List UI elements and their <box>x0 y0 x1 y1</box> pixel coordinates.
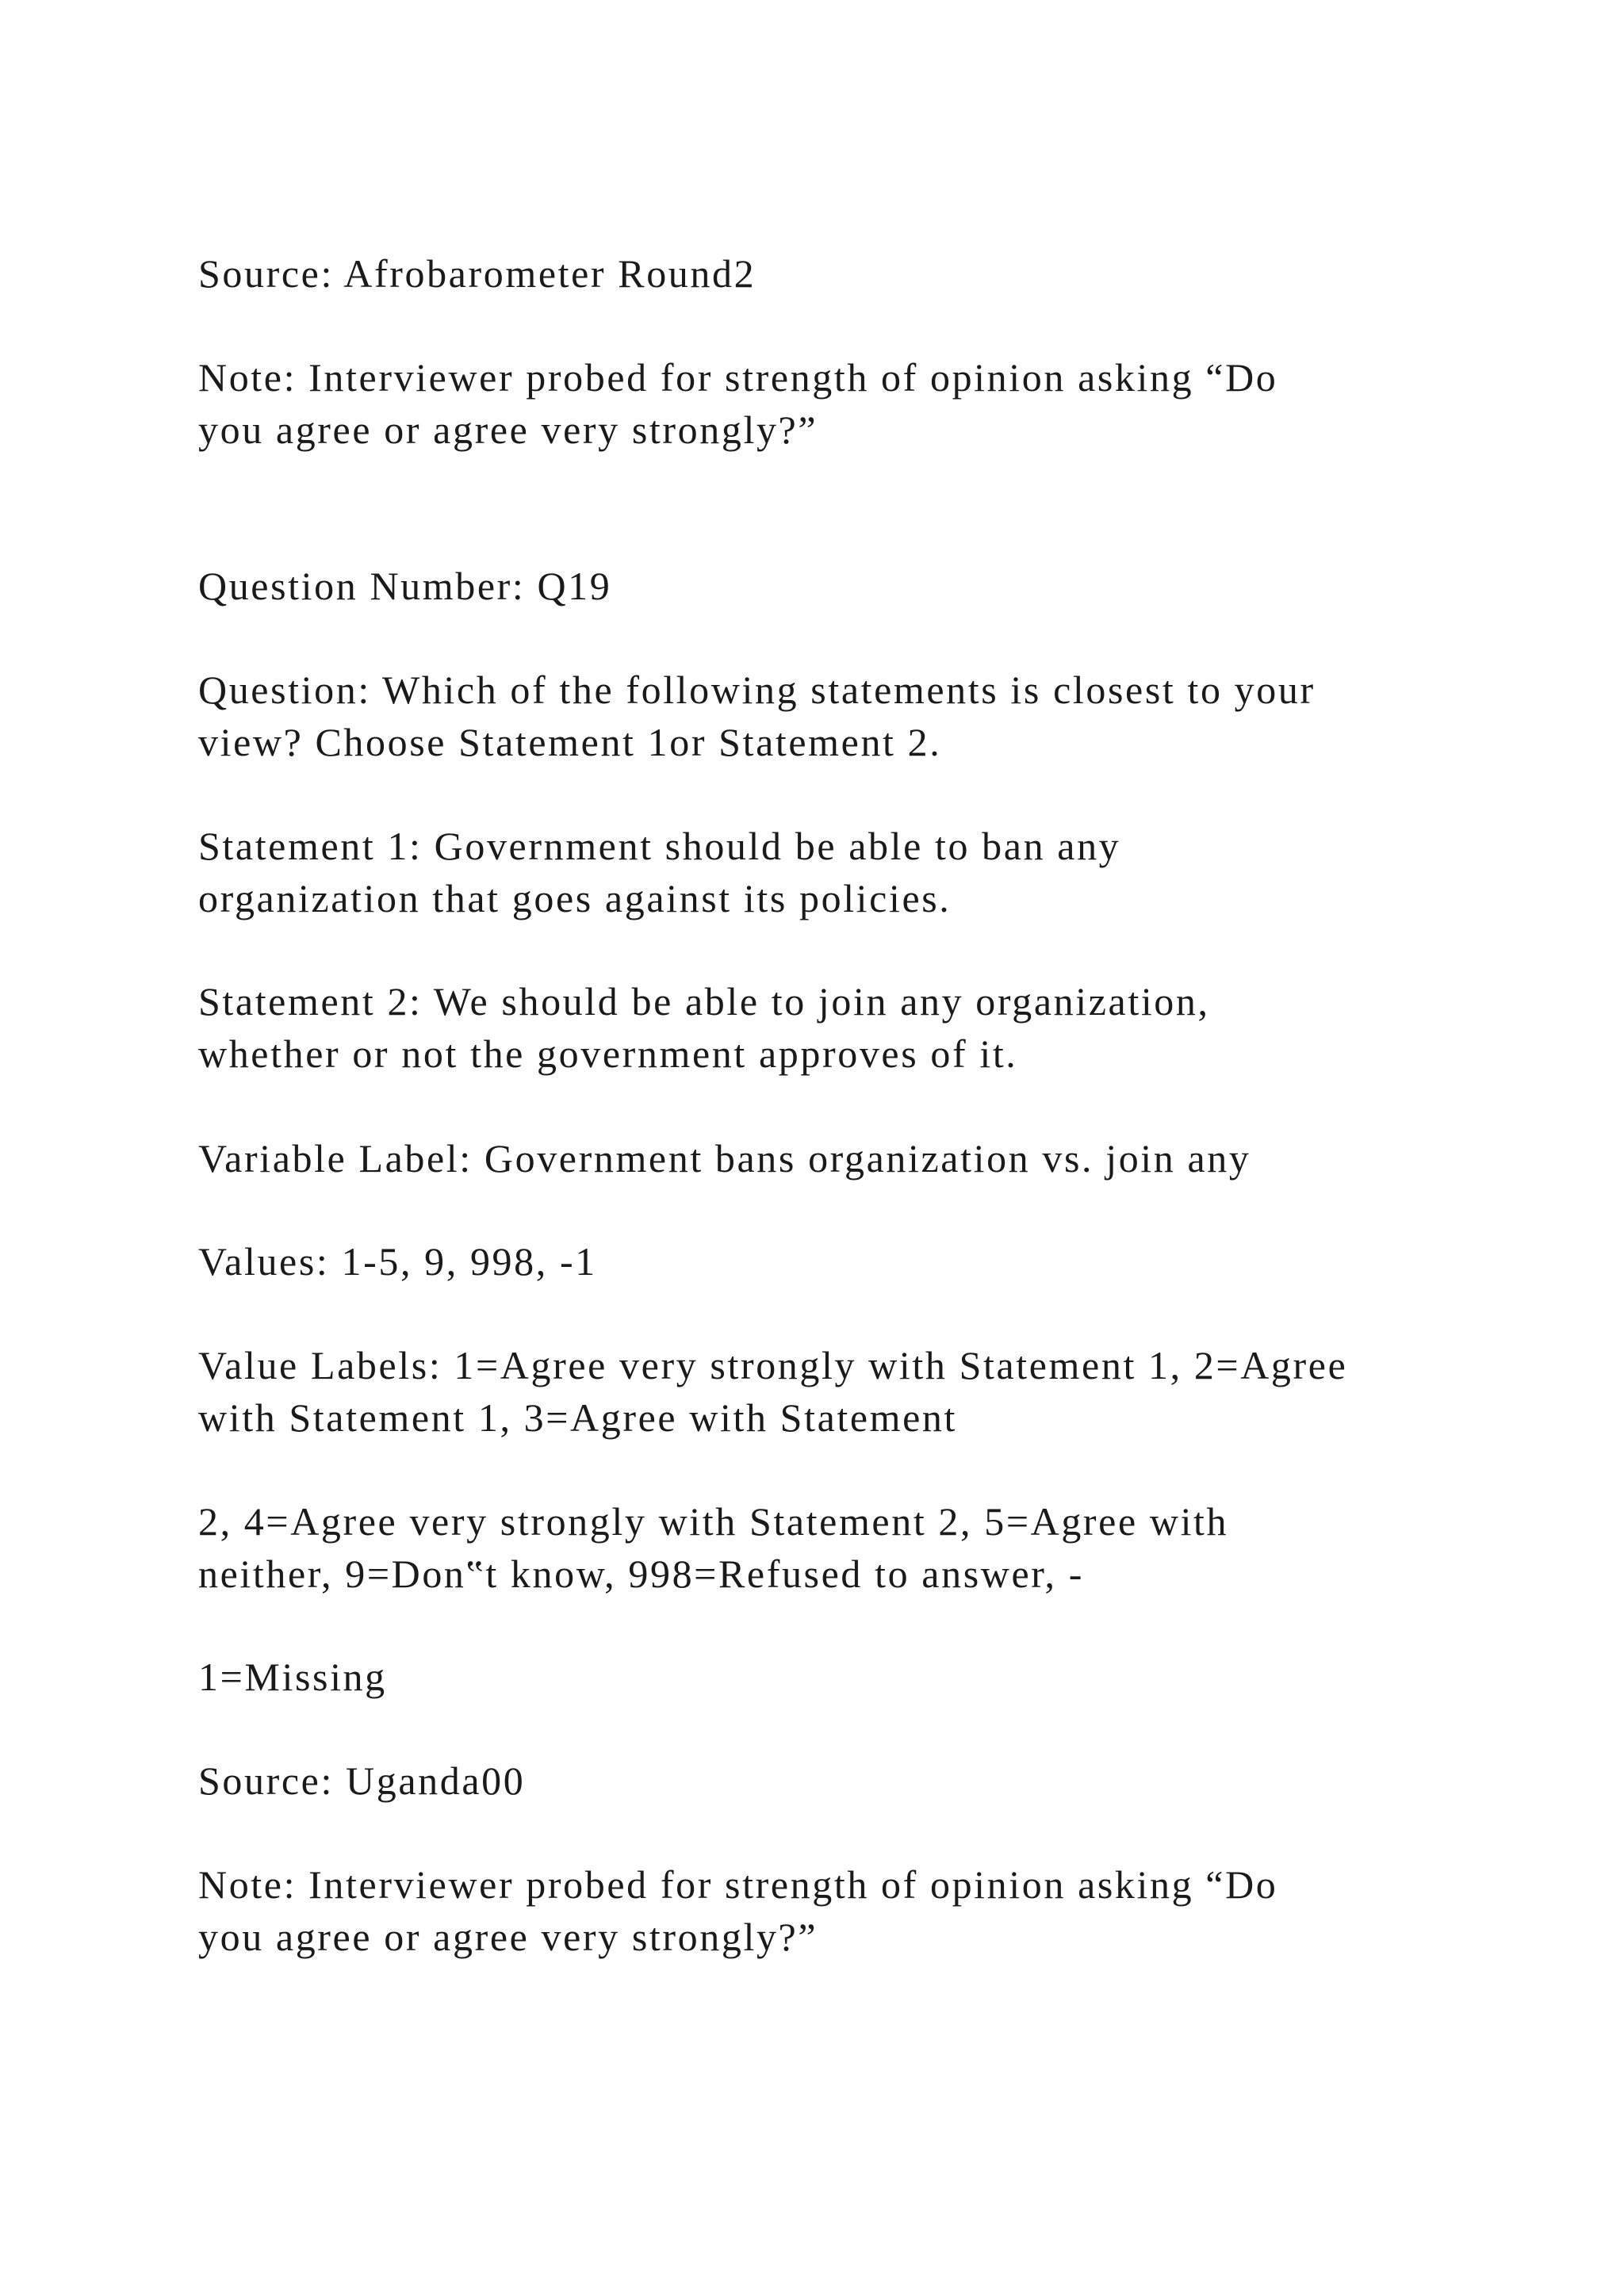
note-paragraph <box>198 1858 1546 1963</box>
value-labels-line: Value Labels: 1=Agree very strongly with Statement 1, 2=Agree <box>198 1343 1348 1387</box>
note-line: you agree or agree very strongly?” <box>198 408 818 452</box>
source-text: Source: Afrobarometer Round2 <box>198 251 756 296</box>
question-number-paragraph <box>198 560 1546 612</box>
question-line: view? Choose Statement 1or Statement 2. <box>198 720 942 764</box>
value-labels-line: neither, 9=Don‟t know, 998=Refused to answer, - <box>198 1552 1084 1596</box>
variable-label-text: Variable Label: Government bans organization vs. join any <box>198 1136 1251 1181</box>
values-paragraph <box>198 1235 1546 1288</box>
value-labels-line: with Statement 1, 3=Agree with Statement <box>198 1395 958 1440</box>
value-labels-continued-paragraph <box>198 1495 1546 1600</box>
question-paragraph <box>198 664 1546 768</box>
statement-1-line: Statement 1: Government should be able to ban any <box>198 824 1121 868</box>
statement-2-line: whether or not the government approves of it. <box>198 1031 1018 1076</box>
question-number-text: Question Number: Q19 <box>198 564 612 608</box>
statement-1-line: organization that goes against its policies. <box>198 876 952 920</box>
value-labels-line: 2, 4=Agree very strongly with Statement 2, 5=Agree with <box>198 1499 1229 1544</box>
note-paragraph <box>198 351 1546 456</box>
value-labels-end-paragraph <box>198 1651 1546 1703</box>
question-line: Question: Which of the following statements is closest to your <box>198 668 1316 712</box>
statement-2-paragraph <box>198 975 1546 1080</box>
value-labels-paragraph <box>198 1339 1546 1444</box>
values-text: Values: 1-5, 9, 998, -1 <box>198 1239 597 1284</box>
note-line: Note: Interviewer probed for strength of opinion asking “Do <box>198 355 1278 400</box>
statement-1-paragraph <box>198 820 1546 924</box>
source-paragraph <box>198 247 1546 300</box>
statement-2-line: Statement 2: We should be able to join any organization, <box>198 979 1210 1024</box>
value-labels-line: 1=Missing <box>198 1655 387 1699</box>
variable-label-paragraph <box>198 1132 1546 1184</box>
note-line: you agree or agree very strongly?” <box>198 1915 818 1959</box>
source-text: Source: Uganda00 <box>198 1758 526 1803</box>
source-paragraph <box>198 1755 1546 1807</box>
note-line: Note: Interviewer probed for strength of opinion asking “Do <box>198 1862 1278 1907</box>
